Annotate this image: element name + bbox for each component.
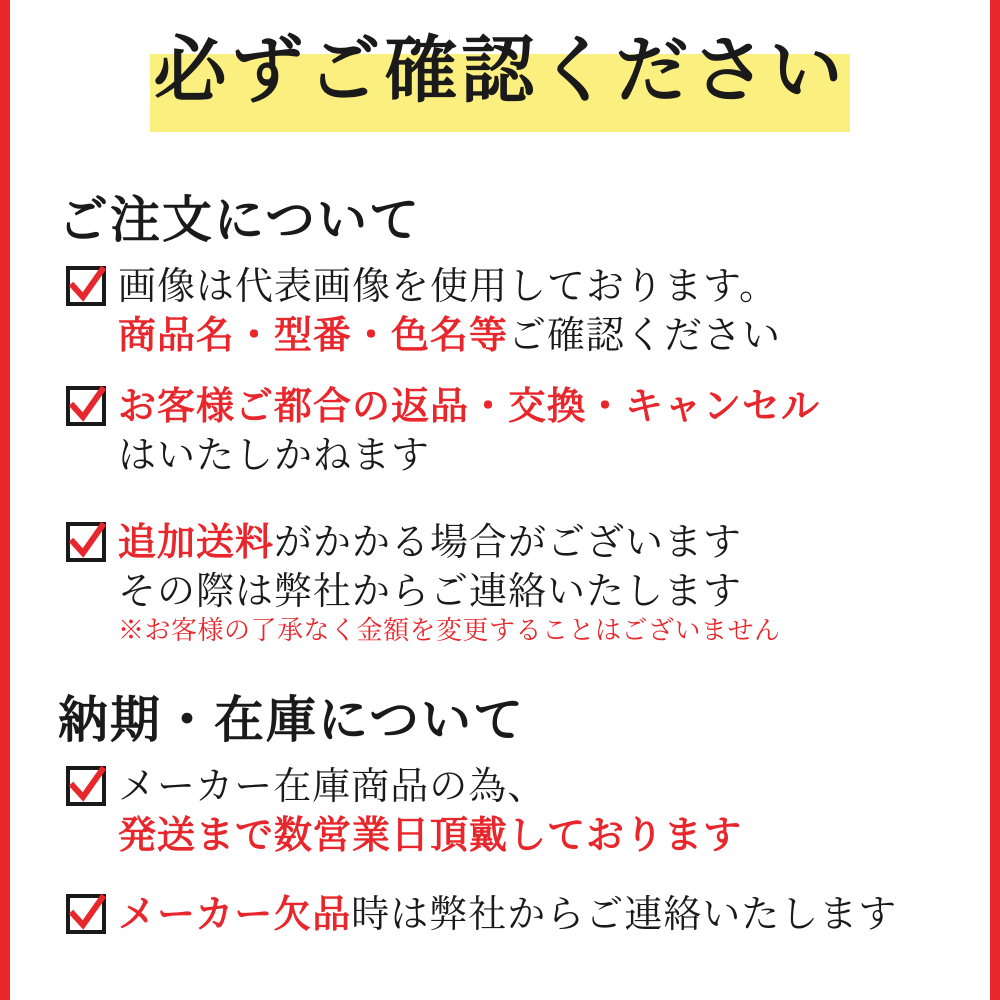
item-line-1-red: メーカー欠品 [118, 891, 352, 936]
item-line-2: その際は弊社からご連絡いたします [118, 568, 743, 613]
section-heading-delivery: 納期・在庫について [58, 690, 525, 749]
list-item-text [118, 890, 950, 939]
item-line-1: メーカー在庫商品の為、 [118, 764, 547, 808]
list-item [66, 762, 950, 859]
section-heading-order: ご注文について [58, 190, 421, 249]
item-line-2: はいたしかねます [118, 432, 431, 477]
checkbox-checked-icon [66, 386, 106, 426]
list-item [66, 382, 950, 479]
item-line-1 [118, 890, 950, 939]
list-item [66, 890, 950, 939]
item-line-1-black: がかかる場合がございます [274, 520, 743, 564]
checkbox-checked-icon [66, 266, 106, 306]
item-line-1 [118, 518, 950, 567]
item-line-2-black: ご確認ください [508, 312, 782, 357]
item-line-2: 発送まで数営業日頂戴しております [118, 811, 743, 857]
checkbox-checked-icon [66, 894, 106, 934]
item-line-1-black: 時は弊社からご連絡いたします [351, 892, 898, 936]
list-item-text [118, 262, 950, 359]
item-line-1: お客様ご都合の返品・交換・キャンセル [118, 383, 821, 428]
item-line-2 [118, 311, 950, 360]
list-item-text [118, 518, 950, 615]
list-item [66, 262, 950, 359]
item-line-1-red: 追加送料 [118, 519, 275, 564]
list-item-text [118, 382, 950, 479]
item-line-1: 画像は代表画像を使用しております。 [118, 264, 778, 308]
list-item-text [118, 762, 950, 859]
checkbox-checked-icon [66, 522, 106, 562]
item-line-2-red: 商品名・型番・色名等 [118, 311, 509, 357]
page-inner [20, 0, 980, 1000]
checkbox-checked-icon [66, 766, 106, 806]
page-title: 必ずご確認ください [153, 27, 847, 113]
page-title-area [20, 27, 980, 113]
list-item [66, 518, 950, 649]
item-note: ※お客様の了承なく金額を変更することはございません [118, 616, 781, 647]
